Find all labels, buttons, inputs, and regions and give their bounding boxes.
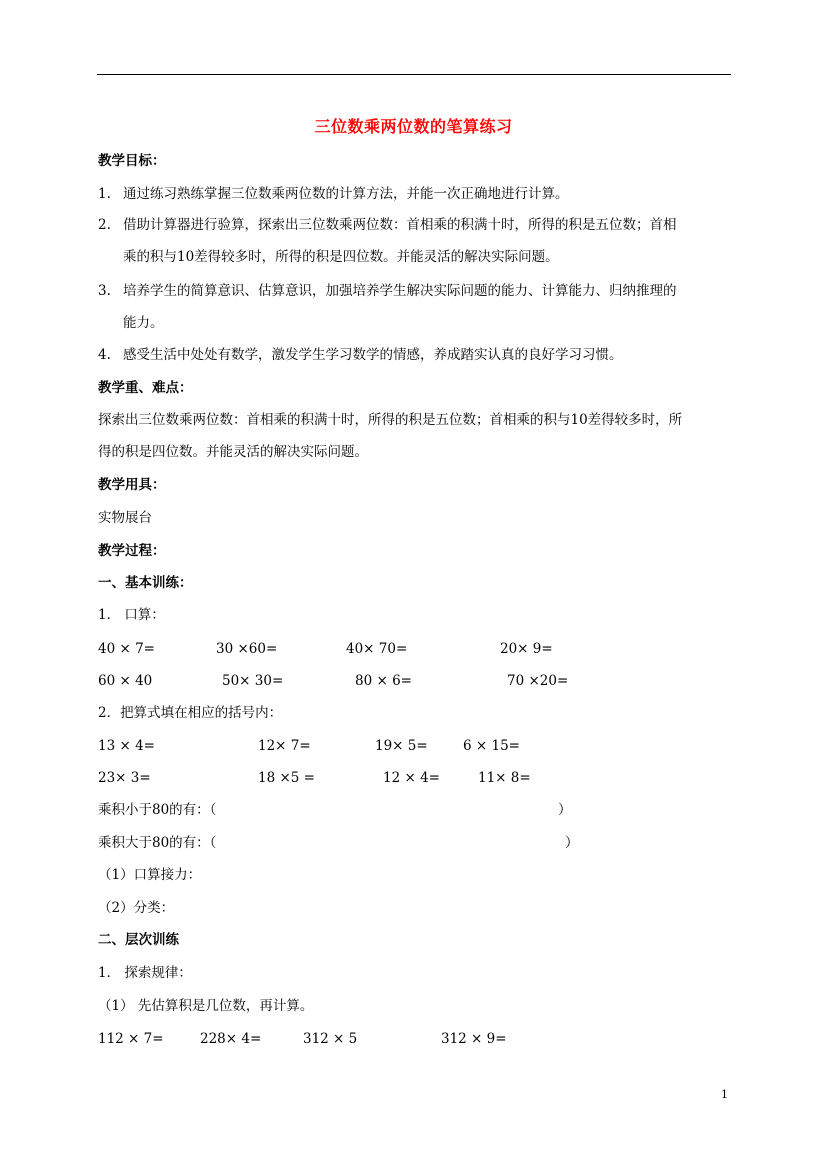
header-rule <box>97 74 731 75</box>
oral-problem: 70 ×20= <box>507 673 569 689</box>
fill-problem: 12 × 4= <box>383 770 440 786</box>
less-than-close: ） <box>558 802 572 818</box>
oral-problem: 50× 30= <box>222 673 284 689</box>
fill-problem: 23× 3= <box>98 770 151 786</box>
goal-text: 通过练习熟练掌握三位数乘两位数的计算方法，并能一次正确地进行计算。 <box>123 186 569 202</box>
page-number: 1 <box>721 1088 728 1101</box>
goal-text: 培养学生的简算意识、估算意识，加强培养学生解决实际问题的能力、计算能力、归纳推理的 <box>123 283 677 299</box>
estimate-problem: 112 × 7= <box>98 1031 164 1047</box>
oral-problem: 40× 70= <box>346 641 408 657</box>
fill-problem: 12× 7= <box>258 738 311 754</box>
less-than-label: 乘积小于80的有：（ <box>98 802 217 818</box>
estimate-problem: 312 × 5 <box>303 1031 358 1047</box>
key-text-line-1: 探索出三位数乘两位数：首相乘的积满十时，所得的积是五位数；首相乘的积与10差得较多时，所 <box>98 412 683 428</box>
part2-heading: 二、层次训练 <box>98 932 179 948</box>
process-heading: 教学过程： <box>98 543 166 559</box>
explore-label: 1． 探索规律： <box>98 965 192 981</box>
key-heading: 教学重、难点： <box>98 380 193 396</box>
goal-text: 感受生活中处处有数学，激发学生学习数学的情感，养成踏实认真的良好学习习惯。 <box>123 347 623 363</box>
classify-label: （2）分类： <box>98 900 175 916</box>
fill-problem: 18 ×5 = <box>258 770 315 786</box>
oral-problem: 40 × 7= <box>98 641 155 657</box>
goal-item-3-cont: 能力。 <box>123 315 164 331</box>
key-text-line-2: 得的积是四位数。并能灵活的解决实际问题。 <box>98 444 368 460</box>
more-than-close: ） <box>565 835 579 851</box>
goal-text: 借助计算器进行验算，探索出三位数乘两位数：首相乘的积满十时，所得的积是五位数；首相 <box>123 217 677 233</box>
goal-number: 2. <box>98 217 111 233</box>
goals-heading: 教学目标： <box>98 153 166 169</box>
oral-problem: 80 × 6= <box>355 673 412 689</box>
fill-problem: 6 × 15= <box>463 738 520 754</box>
oral-problem: 20× 9= <box>500 641 553 657</box>
goal-number: 4. <box>98 347 111 363</box>
relay-label: （1）口算接力： <box>98 867 202 883</box>
goal-number: 1. <box>98 186 111 202</box>
fill-problem: 19× 5= <box>375 738 428 754</box>
oral-problem: 60 × 40 <box>98 673 153 689</box>
estimate-problem: 228× 4= <box>200 1031 262 1047</box>
tools-heading: 教学用具： <box>98 477 166 493</box>
fill-label: 2．把算式填在相应的括号内： <box>98 705 283 721</box>
oral-label: 1． 口算： <box>98 607 165 623</box>
part1-heading: 一、基本训练： <box>98 575 193 591</box>
estimate-problem: 312 × 9= <box>441 1031 507 1047</box>
goal-item-2-cont: 乘的积与10差得较多时，所得的积是四位数。并能灵活的解决实际问题。 <box>123 249 559 265</box>
oral-problem: 30 ×60= <box>216 641 278 657</box>
fill-problem: 13 × 4= <box>98 738 155 754</box>
fill-problem: 11× 8= <box>478 770 531 786</box>
tools-text: 实物展台 <box>98 510 152 526</box>
estimate-label: （1） 先估算积是几位数，再计算。 <box>98 998 314 1014</box>
page-title: 三位数乘两位数的笔算练习 <box>314 117 513 136</box>
more-than-label: 乘积大于80的有：（ <box>98 835 217 851</box>
goal-number: 3. <box>98 283 111 299</box>
